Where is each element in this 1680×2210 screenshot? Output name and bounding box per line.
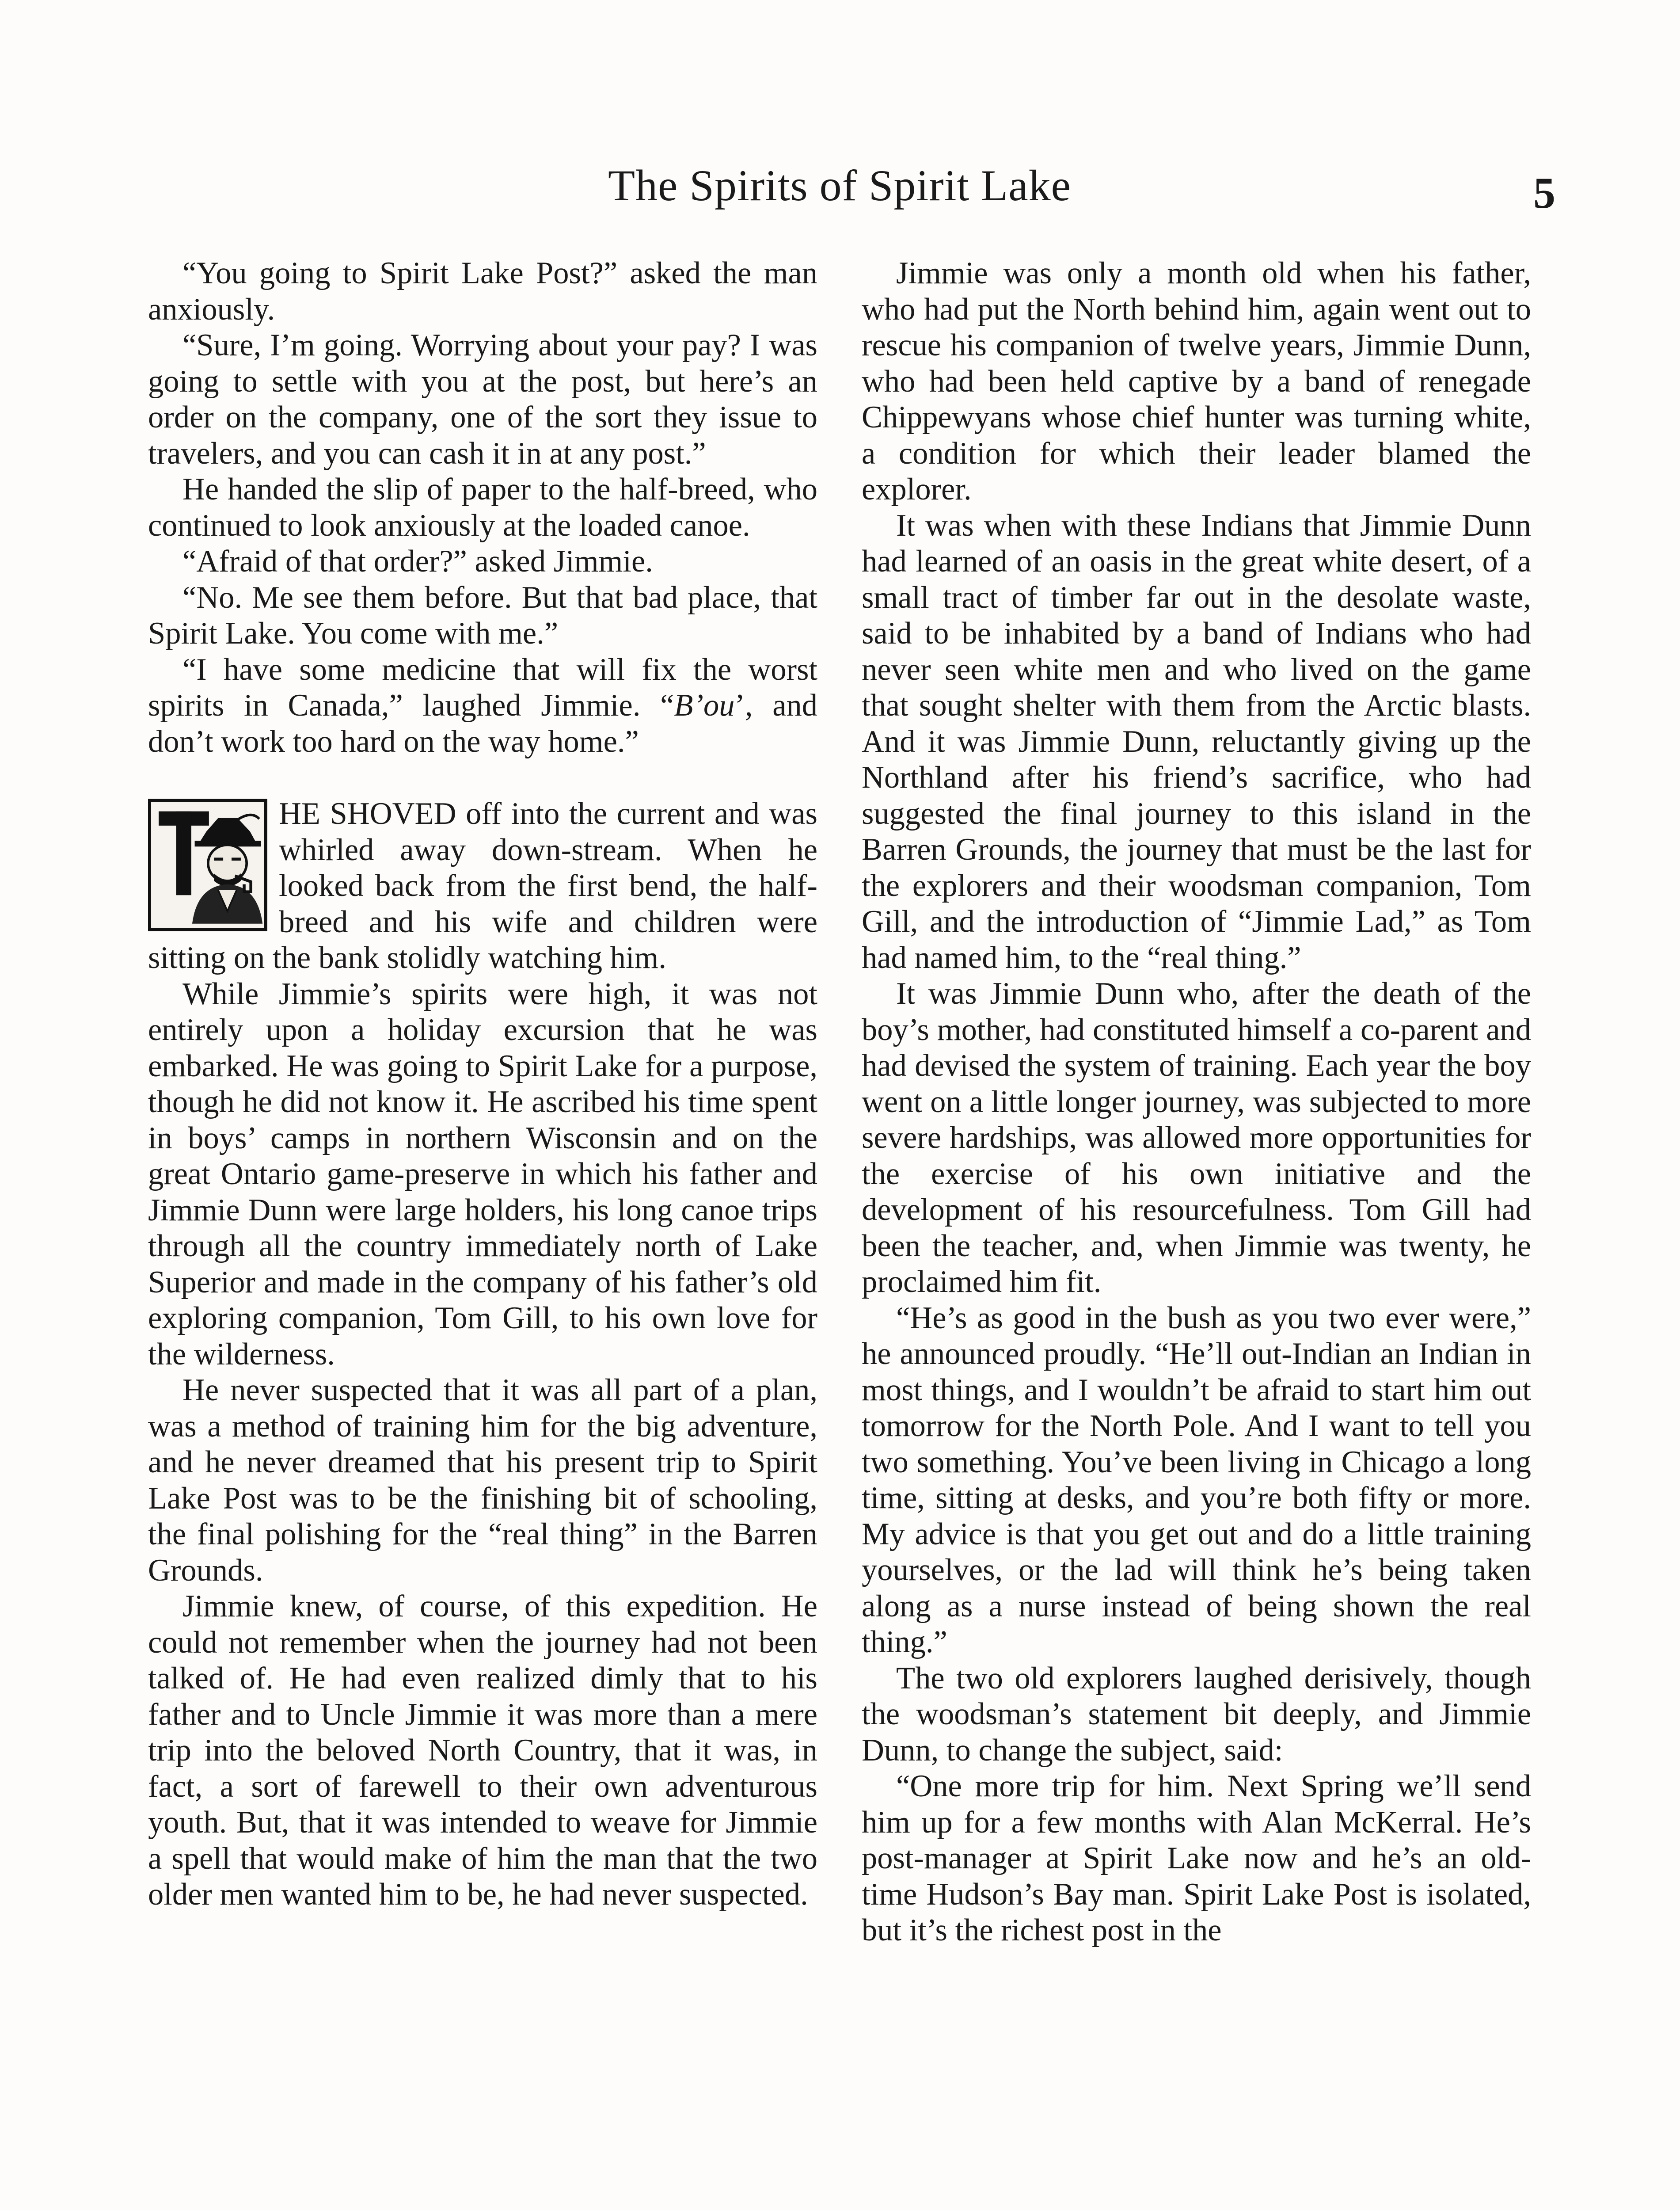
left-paragraph-3: He handed the slip of paper to the half-breed, who continued to look anxiously at the loaded canoe. (148, 472, 817, 543)
paragraph-6-end: ’, and don’t work too hard on the way home.” (148, 688, 817, 759)
left-paragraph-4: “Afraid of that order?” asked Jimmie. (182, 544, 653, 579)
woodsman-portrait-icon (151, 802, 264, 928)
right-paragraph-1: Jimmie was only a month old when his father, who had put the North behind him, again went out to rescue his companion of twelve years, Jimmie Dunn, who had been held captive by a band of renegade Chippewyans whose chief hunter was turning white, a condition for which their leader blamed the explorer. (862, 256, 1531, 507)
left-paragraph-2: “Sure, I’m going. Worrying about your pay? I was going to settle with you at the post, but here’s an order on the company, one of the sort they issue to travelers, and you can cash it in at any post.” (148, 328, 817, 471)
italic-word: B’ou (674, 688, 735, 723)
page-number: 5 (1533, 168, 1555, 217)
left-paragraph-1: “You going to Spirit Lake Post?” asked the man anxiously. (148, 256, 817, 327)
left-paragraph-7 (148, 796, 817, 976)
right-column (862, 255, 1531, 1949)
paragraph-6-start: “I have some medicine that will fix the worst spirits in Canada,” laughed Jimmie. “ (148, 652, 817, 723)
right-paragraph-2: It was when with these Indians that Jimmie Dunn had learned of an oasis in the great white desert, of a small tract of timber far out in the desolate waste, said to be inhabited by a band of Indians who had never seen white men and who lived on the game that sought shelter with them from the Arctic blasts. And it was Jimmie Dunn, reluctantly giving up the Northland after his friend’s sacrifice, who had suggested the final journey to this island in the Barren Grounds, the journey that must be the last for the explorers and their woodsman companion, Tom Gill, and the introduction of “Jimmie Lad,” as Tom had named him, to the “real thing.” (862, 508, 1531, 975)
illustrated-initial-icon (148, 799, 267, 931)
left-column (148, 255, 817, 1913)
left-paragraph-8: While Jimmie’s spirits were high, it was not entirely upon a holiday excursion that he was embarked. He was going to Spirit Lake for a purpose, though he did not know it. He ascribed his time spent in boys’ camps in northern Wisconsin and on the great Ontario game-preserve in which his father and Jimmie Dunn were large holders, his long canoe trips through all the country immediately north of Lake Superior and made in the company of his father’s old exploring companion, Tom Gill, to his own love for the wilderness. (148, 976, 817, 1372)
left-paragraph-9: He never suspected that it was all part of a plan, was a method of training him for the big adventure, and he never dreamed that his present trip to Spirit Lake Post was to be the finishing bit of schooling, the final polishing for the “real thing” in the Barren Grounds. (148, 1373, 817, 1588)
left-paragraph-6 (148, 652, 817, 760)
running-title: The Spirits of Spirit Lake (608, 161, 1072, 210)
paragraph-7-text: HE SHOVED off into the current and was whirled away down-stream. When he looked back from the first bend, the half-breed and his wife and children were sitting on the bank stolidly watching him. (148, 796, 817, 975)
left-paragraph-10: Jimmie knew, of course, of this expedition. He could not remember when the journey had not been talked of. He had even realized dimly that to his father and to Uncle Jimmie it was more than a mere trip into the beloved North Country, that it was, in fact, a sort of farewell to their own adventurous youth. But, that it was intended to weave for Jimmie a spell that would make of him the man that the two older men wanted him to be, he had never suspected. (148, 1589, 817, 1912)
left-paragraph-5: “No. Me see them before. But that bad place, that Spirit Lake. You come with me.” (148, 580, 817, 651)
right-paragraph-5: The two old explorers laughed derisively, though the woodsman’s statement bit deeply, and Jimmie Dunn, to change the subject, said: (862, 1661, 1531, 1768)
right-paragraph-6: “One more trip for him. Next Spring we’ll send him up for a few months with Alan McKerral. He’s post-manager at Spirit Lake now and he’s an old-time Hudson’s Bay man. Spirit Lake Post is isolated, but it’s the richest post in the (862, 1769, 1531, 1947)
right-paragraph-3: It was Jimmie Dunn who, after the death of the boy’s mother, had constituted himself a co-parent and had devised the system of training. Each year the boy went on a little longer journey, was subjected to more severe hardships, was allowed more opportunities for the exercise of his own initiative and the development of his resourcefulness. Tom Gill had been the teacher, and, when Jimmie was twenty, he proclaimed him fit. (862, 976, 1531, 1299)
right-paragraph-4: “He’s as good in the bush as you two ever were,” he announced proudly. “He’ll out-Indian an Indian in most things, and I wouldn’t be afraid to start him out tomorrow for the North Pole. And I want to tell you two something. You’ve been living in Chicago a long time, sitting at desks, and you’re both fifty or more. My advice is that you get out and do a little training yourselves, or the lad will think he’s being taken along as a nurse instead of being shown the real thing.” (862, 1300, 1531, 1659)
